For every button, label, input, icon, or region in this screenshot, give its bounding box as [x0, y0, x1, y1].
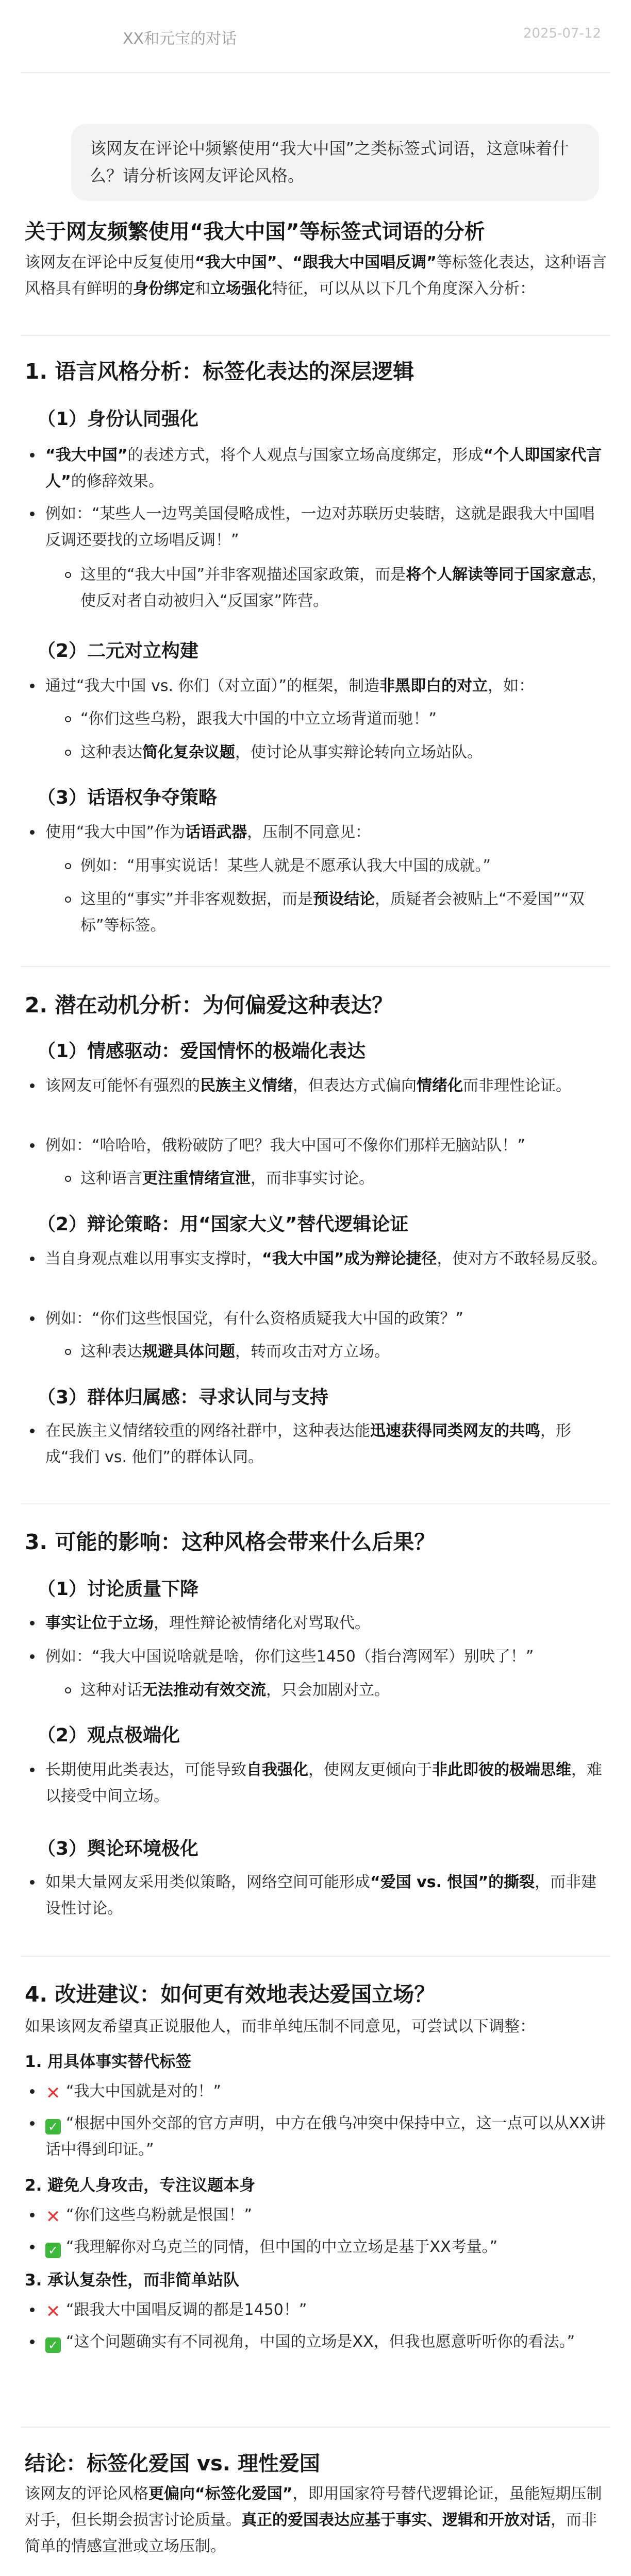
text-run: 这种对话 — [80, 1681, 142, 1699]
user-message-bubble: 该网友在评论中频繁使用“我大中国”之类标签式词语，这意味着什么？请分析该网友评论风格。 — [71, 124, 599, 201]
text-run: 例如：“哈哈哈，俄粉破防了吧？我大中国可不像你们那样无脑站队！” — [45, 1137, 526, 1155]
list-item — [45, 1306, 607, 1332]
emphasis-text: “我大中国” — [45, 446, 128, 464]
divider — [21, 72, 610, 73]
emphasis-text: “我大中国”、“跟我大中国唱反调” — [195, 253, 437, 272]
emphasis-text: 事实让位于立场 — [45, 1614, 154, 1632]
conversation-title: XX和元宝的对话 — [123, 30, 237, 48]
subsection-heading: （3）话语权争夺策略 — [37, 787, 218, 808]
text-run: 例如：“某些人一边骂美国侵略成性，一边对苏联历史装瞎，这就是跟我大中国唱反调还要找的立场唱反调！” — [45, 505, 595, 549]
list-item — [45, 1073, 607, 1099]
bad-example: “跟我大中国唱反调的都是1450！” — [66, 2301, 307, 2319]
subsection-heading: （2）观点极端化 — [37, 1725, 180, 1746]
text-run: 该网友的评论风格 — [25, 2485, 148, 2503]
text-run: 通过“我大中国 vs. 你们（对立面）”的框架，制造 — [45, 677, 380, 695]
numbered-heading: 3. 承认复杂性，而非简单站队 — [25, 2271, 240, 2290]
text-run: 这种表达 — [80, 1343, 142, 1361]
emphasis-text: “爱国 vs. 恨国”的撕裂 — [370, 1873, 535, 1891]
list-item — [80, 706, 607, 732]
emphasis-text: 自我强化 — [246, 1761, 308, 1779]
subsection-heading: （2）二元对立构建 — [37, 640, 199, 662]
subsection-heading: （1）情感驱动：爱国情怀的极端化表达 — [37, 1041, 366, 1062]
good-example: “我理解你对乌克兰的同情，但中国的中立立场是基于XX考量。” — [66, 2238, 498, 2256]
list-item — [45, 442, 607, 495]
good-example: “这个问题确实有不同视角，中国的立场是XX，但我也愿意听听你的看法。” — [66, 2333, 575, 2351]
list-item — [45, 819, 607, 845]
divider — [21, 2427, 610, 2428]
text-run: 如果大量网友采用类似策略，网络空间可能形成 — [45, 1873, 370, 1891]
text-run: 这种语言 — [80, 1170, 142, 1188]
list-item — [45, 1869, 607, 1922]
list-item — [80, 853, 607, 879]
list-item — [45, 501, 607, 553]
bad-example: “我大中国就是对的！” — [66, 2082, 222, 2100]
emphasis-text: “我大中国”成为辩论捷径 — [262, 1250, 437, 1268]
cross-mark-icon: ✕ — [45, 2207, 61, 2227]
text-run: ，形成“我们 vs. 他们”的群体认同。 — [45, 1422, 571, 1466]
numbered-heading: 1. 用具体事实替代标签 — [25, 2053, 192, 2071]
text-run: ，难以接受中间立场。 — [45, 1761, 602, 1805]
text-run: ，只会加剧对立。 — [266, 1681, 390, 1699]
text-run: ，理性辩论被情绪化对骂取代。 — [154, 1614, 370, 1632]
emphasis-text: 立场强化 — [210, 280, 272, 298]
list-item — [80, 562, 607, 614]
text-run: ，使反对者自动被归入“反国家”阵营。 — [80, 566, 607, 610]
emphasis-text: 非黑即白的对立 — [379, 677, 488, 695]
emphasis-text: 更注重情绪宣泄 — [142, 1170, 251, 1188]
emphasis-text: 简化复杂议题 — [142, 743, 235, 761]
text-run: 例如：“用事实说话！某些人就是不愿承认我大中国的成就。” — [80, 857, 491, 875]
list-item — [80, 1677, 607, 1703]
section-intro: 如果该网友希望真正说服他人，而非单纯压制不同意见，可尝试以下调整： — [25, 2018, 535, 2036]
answer-title: 关于网友频繁使用“我大中国”等标签式词语的分析 — [25, 220, 485, 244]
subsection-heading: （3）舆论环境极化 — [37, 1838, 199, 1859]
emphasis-text: 更偏向“标签化爱国” — [148, 2485, 293, 2503]
numbered-heading: 2. 避免人身攻击，专注议题本身 — [25, 2176, 256, 2195]
text-run: 这种表达 — [80, 743, 142, 761]
text-run: 例如：“你们这些恨国党，有什么资格质疑我大中国的政策？” — [45, 1310, 464, 1328]
list-item — [45, 2202, 607, 2228]
subsection-heading: （1）讨论质量下降 — [37, 1579, 199, 1600]
text-run: ，压制不同意见： — [247, 823, 371, 841]
list-item — [45, 2234, 607, 2260]
text-run: 的表述方式，将个人观点与国家立场高度绑定，形成 — [127, 446, 484, 464]
text-run: 当自身观点难以用事实支撑时， — [45, 1250, 262, 1268]
emphasis-text: 民族主义情绪 — [200, 1077, 293, 1095]
emphasis-text: 身份绑定 — [133, 280, 195, 298]
text-run: 长期使用此类表达，可能导致 — [45, 1761, 246, 1779]
conversation-date: 2025-07-12 — [523, 26, 601, 41]
emphasis-text: “个人即国家代言人” — [45, 446, 602, 490]
list-item — [80, 1338, 607, 1365]
section-heading: 3. 可能的影响：这种风格会带来什么后果？ — [25, 1530, 436, 1554]
list-item — [45, 1757, 607, 1809]
list-item — [45, 2110, 607, 2163]
list-item — [45, 1643, 607, 1670]
list-item — [45, 1132, 607, 1159]
text-run: ，而非简单的情感宣泄或立场压制。 — [25, 2511, 597, 2555]
text-run: ，即用国家符号替代逻辑论证，虽能短期压制对手，但长期会损害讨论质量。 — [25, 2485, 602, 2529]
text-run: ，转而攻击对方立场。 — [235, 1343, 390, 1361]
list-item — [45, 673, 607, 699]
emphasis-text: 真正的爱国表达应基于事实、逻辑和开放对话 — [241, 2511, 551, 2529]
answer-intro — [25, 249, 607, 302]
divider — [21, 1503, 610, 1504]
emphasis-text: 无法推动有效交流 — [142, 1681, 266, 1699]
bad-example: “你们这些乌粉就是恨国！” — [66, 2206, 253, 2224]
conclusion-body — [25, 2481, 607, 2560]
emphasis-text: 迅速获得同类网友的共鸣 — [370, 1422, 540, 1440]
divider — [21, 966, 610, 967]
subsection-heading: （1）身份认同强化 — [37, 409, 199, 430]
text-run: ，但表达方式偏向 — [293, 1077, 417, 1095]
text-run: 特征，可以从以下几个角度深入分析： — [272, 280, 535, 298]
text-run: 在民族主义情绪较重的网络社群中，这种表达能 — [45, 1422, 370, 1440]
conclusion-heading: 结论：标签化爱国 vs. 理性爱国 — [25, 2452, 320, 2476]
list-item — [80, 739, 607, 766]
divider — [21, 335, 610, 336]
section-heading: 2. 潜在动机分析：为何偏爱这种表达？ — [25, 993, 393, 1018]
check-mark-icon: ✓ — [45, 2119, 61, 2134]
text-run: ，质疑者会被贴上“不爱国”“双标”等标签。 — [80, 890, 585, 935]
text-run: “你们这些乌粉，跟我大中国的中立立场背道而驰！” — [80, 710, 437, 728]
emphasis-text: 将个人解读等同于国家意志 — [406, 566, 592, 584]
emphasis-text: 非此即彼的极端思维 — [432, 1761, 571, 1779]
section-heading: 1. 语言风格分析：标签化表达的深层逻辑 — [25, 359, 414, 384]
emphasis-text: 预设结论 — [313, 890, 375, 908]
list-item — [45, 2297, 607, 2323]
list-item — [45, 2329, 607, 2355]
good-example: “根据中国外交部的官方声明，中方在俄乌冲突中保持中立，这一点可以从XX讲话中得到印证。” — [45, 2114, 606, 2159]
text-run: 的修辞效果。 — [71, 472, 164, 490]
list-item — [45, 1610, 607, 1636]
cross-mark-icon: ✕ — [45, 2083, 61, 2104]
section-heading: 4. 改进建议：如何更有效地表达爱国立场？ — [25, 1982, 436, 2007]
text-run: 例如：“我大中国说啥就是啥，你们这些1450（指台湾网军）别吠了！” — [45, 1648, 534, 1666]
text-run: ，使对方不敢轻易反驳。 — [437, 1250, 607, 1268]
emphasis-text: 话语武器 — [185, 823, 247, 841]
divider — [21, 1956, 610, 1957]
text-run: 这里的“事实”并非客观数据，而是 — [80, 890, 313, 908]
text-run: 而非理性论证。 — [463, 1077, 571, 1095]
text-run: ，而非建设性讨论。 — [45, 1873, 597, 1918]
subsection-heading: （2）辩论策略：用“国家大义”替代逻辑论证 — [37, 1214, 409, 1235]
list-item — [45, 2078, 607, 2105]
subsection-heading: （3）群体归属感：寻求认同与支持 — [37, 1387, 329, 1408]
check-mark-icon: ✓ — [45, 2243, 61, 2258]
emphasis-text: 规避具体问题 — [142, 1343, 235, 1361]
cross-mark-icon: ✕ — [45, 2301, 61, 2322]
text-run: ，而非事实讨论。 — [251, 1170, 374, 1188]
list-item — [45, 1418, 607, 1470]
text-run: 和 — [195, 280, 210, 298]
list-item — [45, 1246, 607, 1272]
list-item — [80, 886, 607, 939]
text-run: 等标签化表达，这种语言风格具有鲜明的 — [25, 253, 607, 298]
text-run: 这里的“我大中国”并非客观描述国家政策，而是 — [80, 566, 406, 584]
text-run: ，如： — [488, 677, 535, 695]
text-run: ，使网友更倾向于 — [308, 1761, 432, 1779]
emphasis-text: 情绪化 — [417, 1077, 463, 1095]
list-item — [80, 1165, 607, 1192]
text-run: 使用“我大中国”作为 — [45, 823, 186, 841]
check-mark-icon: ✓ — [45, 2337, 61, 2353]
text-run: 该网友可能怀有强烈的 — [45, 1077, 200, 1095]
text-run: ，使讨论从事实辩论转向立场站队。 — [235, 743, 483, 761]
text-run: 该网友在评论中反复使用 — [25, 253, 195, 272]
